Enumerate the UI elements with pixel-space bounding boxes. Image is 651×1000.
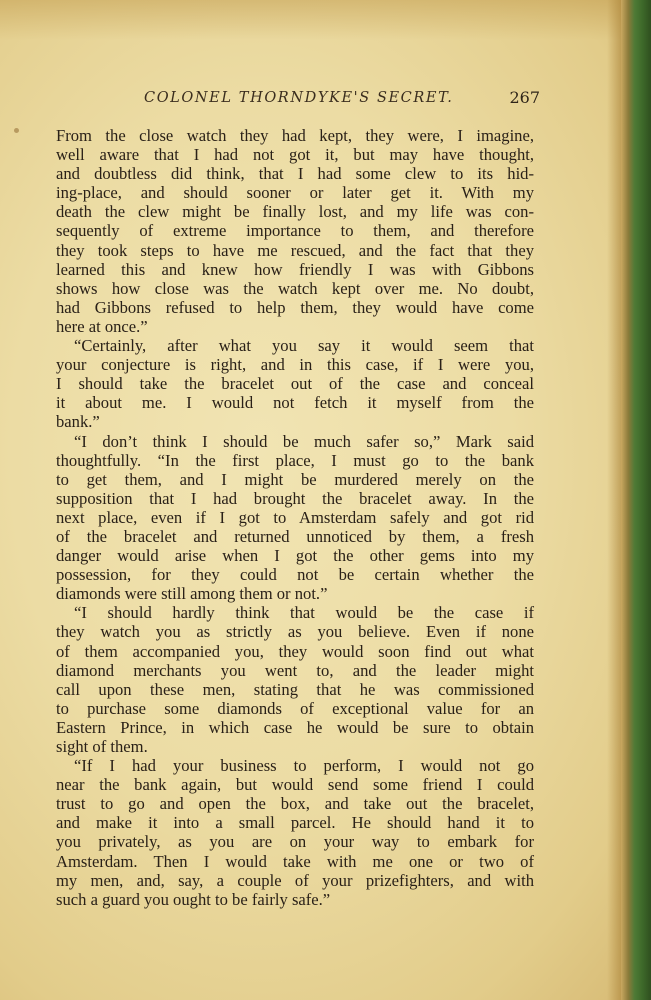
- text-line: of them accompanied you, they would soon find out what: [56, 641, 534, 661]
- text-line: “I should hardly think that would be the case if: [74, 603, 534, 623]
- text-line: “If I had your business to perform, I would not go: [74, 756, 534, 776]
- text-line: Eastern Prince, in which case he would be sure to obtain: [56, 717, 534, 737]
- text-line: here at once.”: [56, 316, 148, 336]
- text-line: to get them, and I might be murdered merely on the: [56, 469, 534, 489]
- running-title: COLONEL THORNDYKE'S SECRET.: [144, 90, 454, 106]
- text-line: my men, and, say, a couple of your prizefighters, and with: [56, 870, 534, 890]
- text-line: possession, for they could not be certain whether the: [56, 565, 534, 585]
- text-line: trust to go and open the box, and take out the bracelet,: [56, 794, 534, 814]
- text-line: danger would arise when I got the other gems into my: [56, 546, 534, 566]
- paragraph: [56, 603, 534, 756]
- paragraph: [56, 432, 534, 604]
- text-line: well aware that I had not got it, but may have thought,: [56, 145, 534, 165]
- page-gutter-shadow: [607, 0, 621, 1000]
- text-line: near the bank again, but would send some friend I could: [56, 775, 534, 795]
- text-line: I should take the bracelet out of the case and conceal: [56, 374, 534, 394]
- body-text: [56, 126, 534, 909]
- text-line: diamonds were still among them or not.”: [56, 584, 328, 604]
- text-line: they took steps to have me rescued, and the fact that they: [56, 240, 534, 260]
- text-line: learned this and knew how friendly I was with Gibbons: [56, 259, 534, 279]
- text-line: you privately, as you are on your way to embark for: [56, 832, 534, 852]
- text-line: supposition that I had brought the bracelet away. In the: [56, 488, 534, 508]
- paragraph: [56, 756, 534, 909]
- text-line: they watch you as strictly as you believe. Even if none: [56, 622, 534, 642]
- text-line: and doubtless did think, that I had some clew to its hid-: [56, 164, 534, 184]
- text-line: such a guard you ought to be fairly safe.”: [56, 889, 331, 909]
- text-line: and make it into a small parcel. He should hand it to: [56, 813, 534, 833]
- book-binding: [621, 0, 651, 1000]
- text-line: next place, even if I got to Amsterdam safely and got rid: [56, 507, 534, 527]
- paragraph: [56, 336, 534, 431]
- text-line: thoughtfully. “In the first place, I must go to the bank: [56, 450, 534, 470]
- text-line: it about me. I would not fetch it myself from the: [56, 393, 534, 413]
- text-line: of the bracelet and returned unnoticed by them, a fresh: [56, 526, 534, 546]
- text-line: to purchase some diamonds of exceptional value for an: [56, 698, 534, 718]
- page-top-shading: [0, 0, 651, 40]
- text-line: had Gibbons refused to help them, they would have come: [56, 297, 534, 317]
- page-header: [56, 88, 540, 112]
- text-line: “I don’t think I should be much safer so,” Mark said: [74, 431, 534, 451]
- text-line: diamond merchants you went to, and the leader might: [56, 660, 534, 680]
- text-line: death the clew might be finally lost, and my life was con-: [56, 202, 534, 222]
- margin-spot: [14, 128, 19, 133]
- text-line: shows how close was the watch kept over me. No doubt,: [56, 278, 534, 298]
- text-line: your conjecture is right, and in this case, if I were you,: [56, 355, 534, 375]
- text-line: sight of them.: [56, 737, 148, 756]
- text-line: From the close watch they had kept, they were, I imagine,: [56, 126, 534, 145]
- text-line: bank.”: [56, 412, 100, 432]
- paragraph: [56, 126, 534, 336]
- text-line: Amsterdam. Then I would take with me one or two of: [56, 851, 534, 871]
- text-line: “Certainly, after what you say it would seem that: [74, 336, 534, 356]
- text-line: ing-place, and should sooner or later get it. With my: [56, 183, 534, 203]
- text-line: sequently of extreme importance to them, and therefore: [56, 221, 534, 241]
- page-number: 267: [509, 88, 540, 107]
- text-line: call upon these men, stating that he was commissioned: [56, 679, 534, 699]
